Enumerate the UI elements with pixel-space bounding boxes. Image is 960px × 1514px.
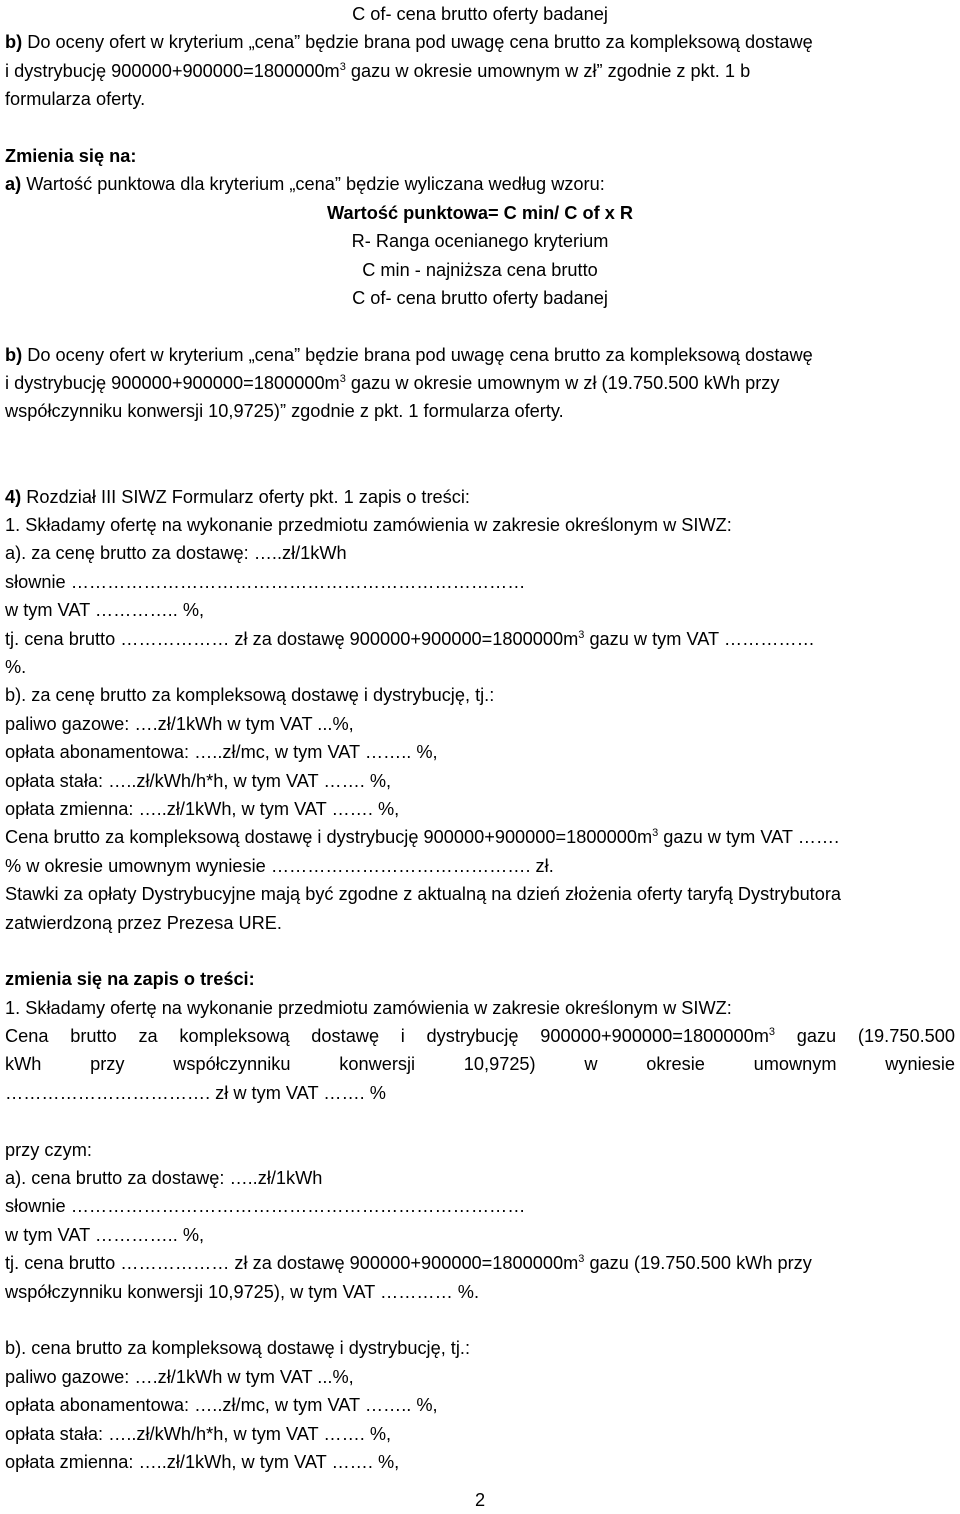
superscript: 3 [578,1253,585,1266]
text-line: współczynniku konwersji 10,9725), w tym VAT ………… %. [5,1281,480,1302]
list-marker: b) [5,32,23,53]
text-line: ……………………………. zł w tym VAT ……. % [5,1082,386,1103]
text-line: opłata abonamentowa: …..zł/mc, w tym VAT …….. %, [5,1395,438,1416]
text-span: Cena brutto za kompleksową dostawę i dystrybucję 900000+900000=1800000m [5,1026,769,1047]
superscript: 3 [578,628,585,641]
text-line [5,170,955,198]
spacer [5,426,955,454]
formula-definition: C of- cena brutto oferty badanej [352,287,608,308]
text-line: kWh przy współczynniku konwersji 10,9725) w okresie umownym wyniesie [5,1054,955,1075]
text-line: paliwo gazowe: ….zł/1kWh w tym VAT ...%, [5,1366,354,1387]
text-span: gazu w okresie umownym w zł (19.750.500 kWh przy [345,373,780,394]
section-heading [5,142,955,170]
heading-text: Zmienia się na: [5,145,137,166]
text-line: słownie ………………………………………………………………… [5,1196,526,1217]
text-span: i dystrybucję 900000+900000=1800000m [5,60,340,81]
spacer [5,454,955,482]
text-line: zatwierdzoną przez Prezesa URE. [5,912,282,933]
text-line: % w okresie umownym wyniesie ……………………………………. zł. [5,855,554,876]
text-line: Stawki za opłaty Dystrybucyjne mają być zgodne z aktualną na dzień złożenia oferty taryfą Dystrybutora [5,884,842,905]
list-marker: a) [5,174,22,195]
text-line: b). cena brutto za kompleksową dostawę i dystrybucję, tj.: [5,1338,471,1359]
list-marker: b) [5,344,23,365]
formula-definition: C min - najniższa cena brutto [362,259,598,280]
text-line [5,369,955,397]
spacer [5,937,955,965]
text-line: 1. Składamy ofertę na wykonanie przedmiotu zamówienia w zakresie określonym w SIWZ: [5,997,732,1018]
text-line: opłata zmienna: …..zł/1kWh, w tym VAT ……. %, [5,798,400,819]
superscript: 3 [339,60,346,73]
text-span: Rozdział III SIWZ Formularz oferty pkt. 1 zapis o treści: [21,486,470,507]
text-line: w tym VAT ………….. %, [5,600,205,621]
section-heading [5,483,955,511]
text-line: %. [5,656,27,677]
text-span: gazu w okresie umownym w zł” zgodnie z pkt. 1 b [345,60,751,81]
document-page [5,0,955,1476]
text-line: opłata abonamentowa: …..zł/mc, w tym VAT …….. %, [5,742,438,763]
superscript: 3 [768,1026,775,1038]
text-span: gazu w tym VAT ……. [658,827,840,848]
text-line: paliwo gazowe: ….zł/1kWh w tym VAT ...%, [5,713,354,734]
spacer [5,114,955,142]
text-span: Wartość punktowa dla kryterium „cena” będzie wyliczana według wzoru: [21,174,605,195]
formula [5,199,955,227]
section-heading [5,965,955,993]
text-line [5,823,955,851]
text-span: i dystrybucję 900000+900000=1800000m [5,373,340,394]
formula-text: Wartość punktowa= C min/ C of x R [326,202,634,223]
text-line: słownie ………………………………………………………………… [5,571,526,592]
text-line: C of- cena brutto oferty badanej [352,4,608,24]
spacer [5,1107,955,1135]
text-span: Cena brutto za kompleksową dostawę i dystrybucję 900000+900000=1800000m [5,827,653,848]
superscript: 3 [339,373,346,386]
text-line [5,1249,955,1277]
text-span: Do oceny ofert w kryterium „cena” będzie brana pod uwagę cena brutto za kompleksową dostawę [22,344,813,365]
text-line: opłata stała: …..zł/kWh/h*h, w tym VAT ……. %, [5,1423,392,1444]
formula-definition: R- Ranga ocenianego kryterium [351,231,609,252]
text-line: a). za cenę brutto za dostawę: …..zł/1kWh [5,543,347,564]
text-line: b). za cenę brutto za kompleksową dostawę i dystrybucję, tj.: [5,685,495,706]
text-line: formularza oferty. [5,89,146,110]
text-span: gazu (19.750.500 kWh przy [584,1253,812,1274]
text-line: 1. Składamy ofertę na wykonanie przedmiotu zamówienia w zakresie określonym w SIWZ: [5,515,732,536]
text-line [5,28,955,56]
spacer [5,1306,955,1334]
text-span: gazu w tym VAT …………… [584,628,815,649]
superscript: 3 [652,827,659,840]
text-line [5,57,955,85]
text-line: opłata stała: …..zł/kWh/h*h, w tym VAT ……. %, [5,770,392,791]
text-line: opłata zmienna: …..zł/1kWh, w tym VAT ……. %, [5,1451,400,1472]
page-number: 2 [474,1490,486,1510]
text-line: w tym VAT ………….. %, [5,1224,205,1245]
text-line [5,1022,955,1050]
text-span: gazu (19.750.500 [774,1026,955,1047]
text-line [5,341,955,369]
list-marker: 4) [5,486,22,507]
spacer [5,312,955,340]
text-span: tj. cena brutto ……………… zł za dostawę 900000+900000=1800000m [5,1253,579,1274]
text-line: przy czym: [5,1139,92,1160]
text-span: tj. cena brutto ……………… zł za dostawę 900000+900000=1800000m [5,628,579,649]
text-line [5,625,955,653]
text-line: współczynniku konwersji 10,9725)” zgodnie z pkt. 1 formularza oferty. [5,401,564,422]
heading-text: zmienia się na zapis o treści: [5,969,255,990]
text-line: a). cena brutto za dostawę: …..zł/1kWh [5,1168,323,1189]
text-span: Do oceny ofert w kryterium „cena” będzie brana pod uwagę cena brutto za kompleksową dostawę [22,32,813,53]
